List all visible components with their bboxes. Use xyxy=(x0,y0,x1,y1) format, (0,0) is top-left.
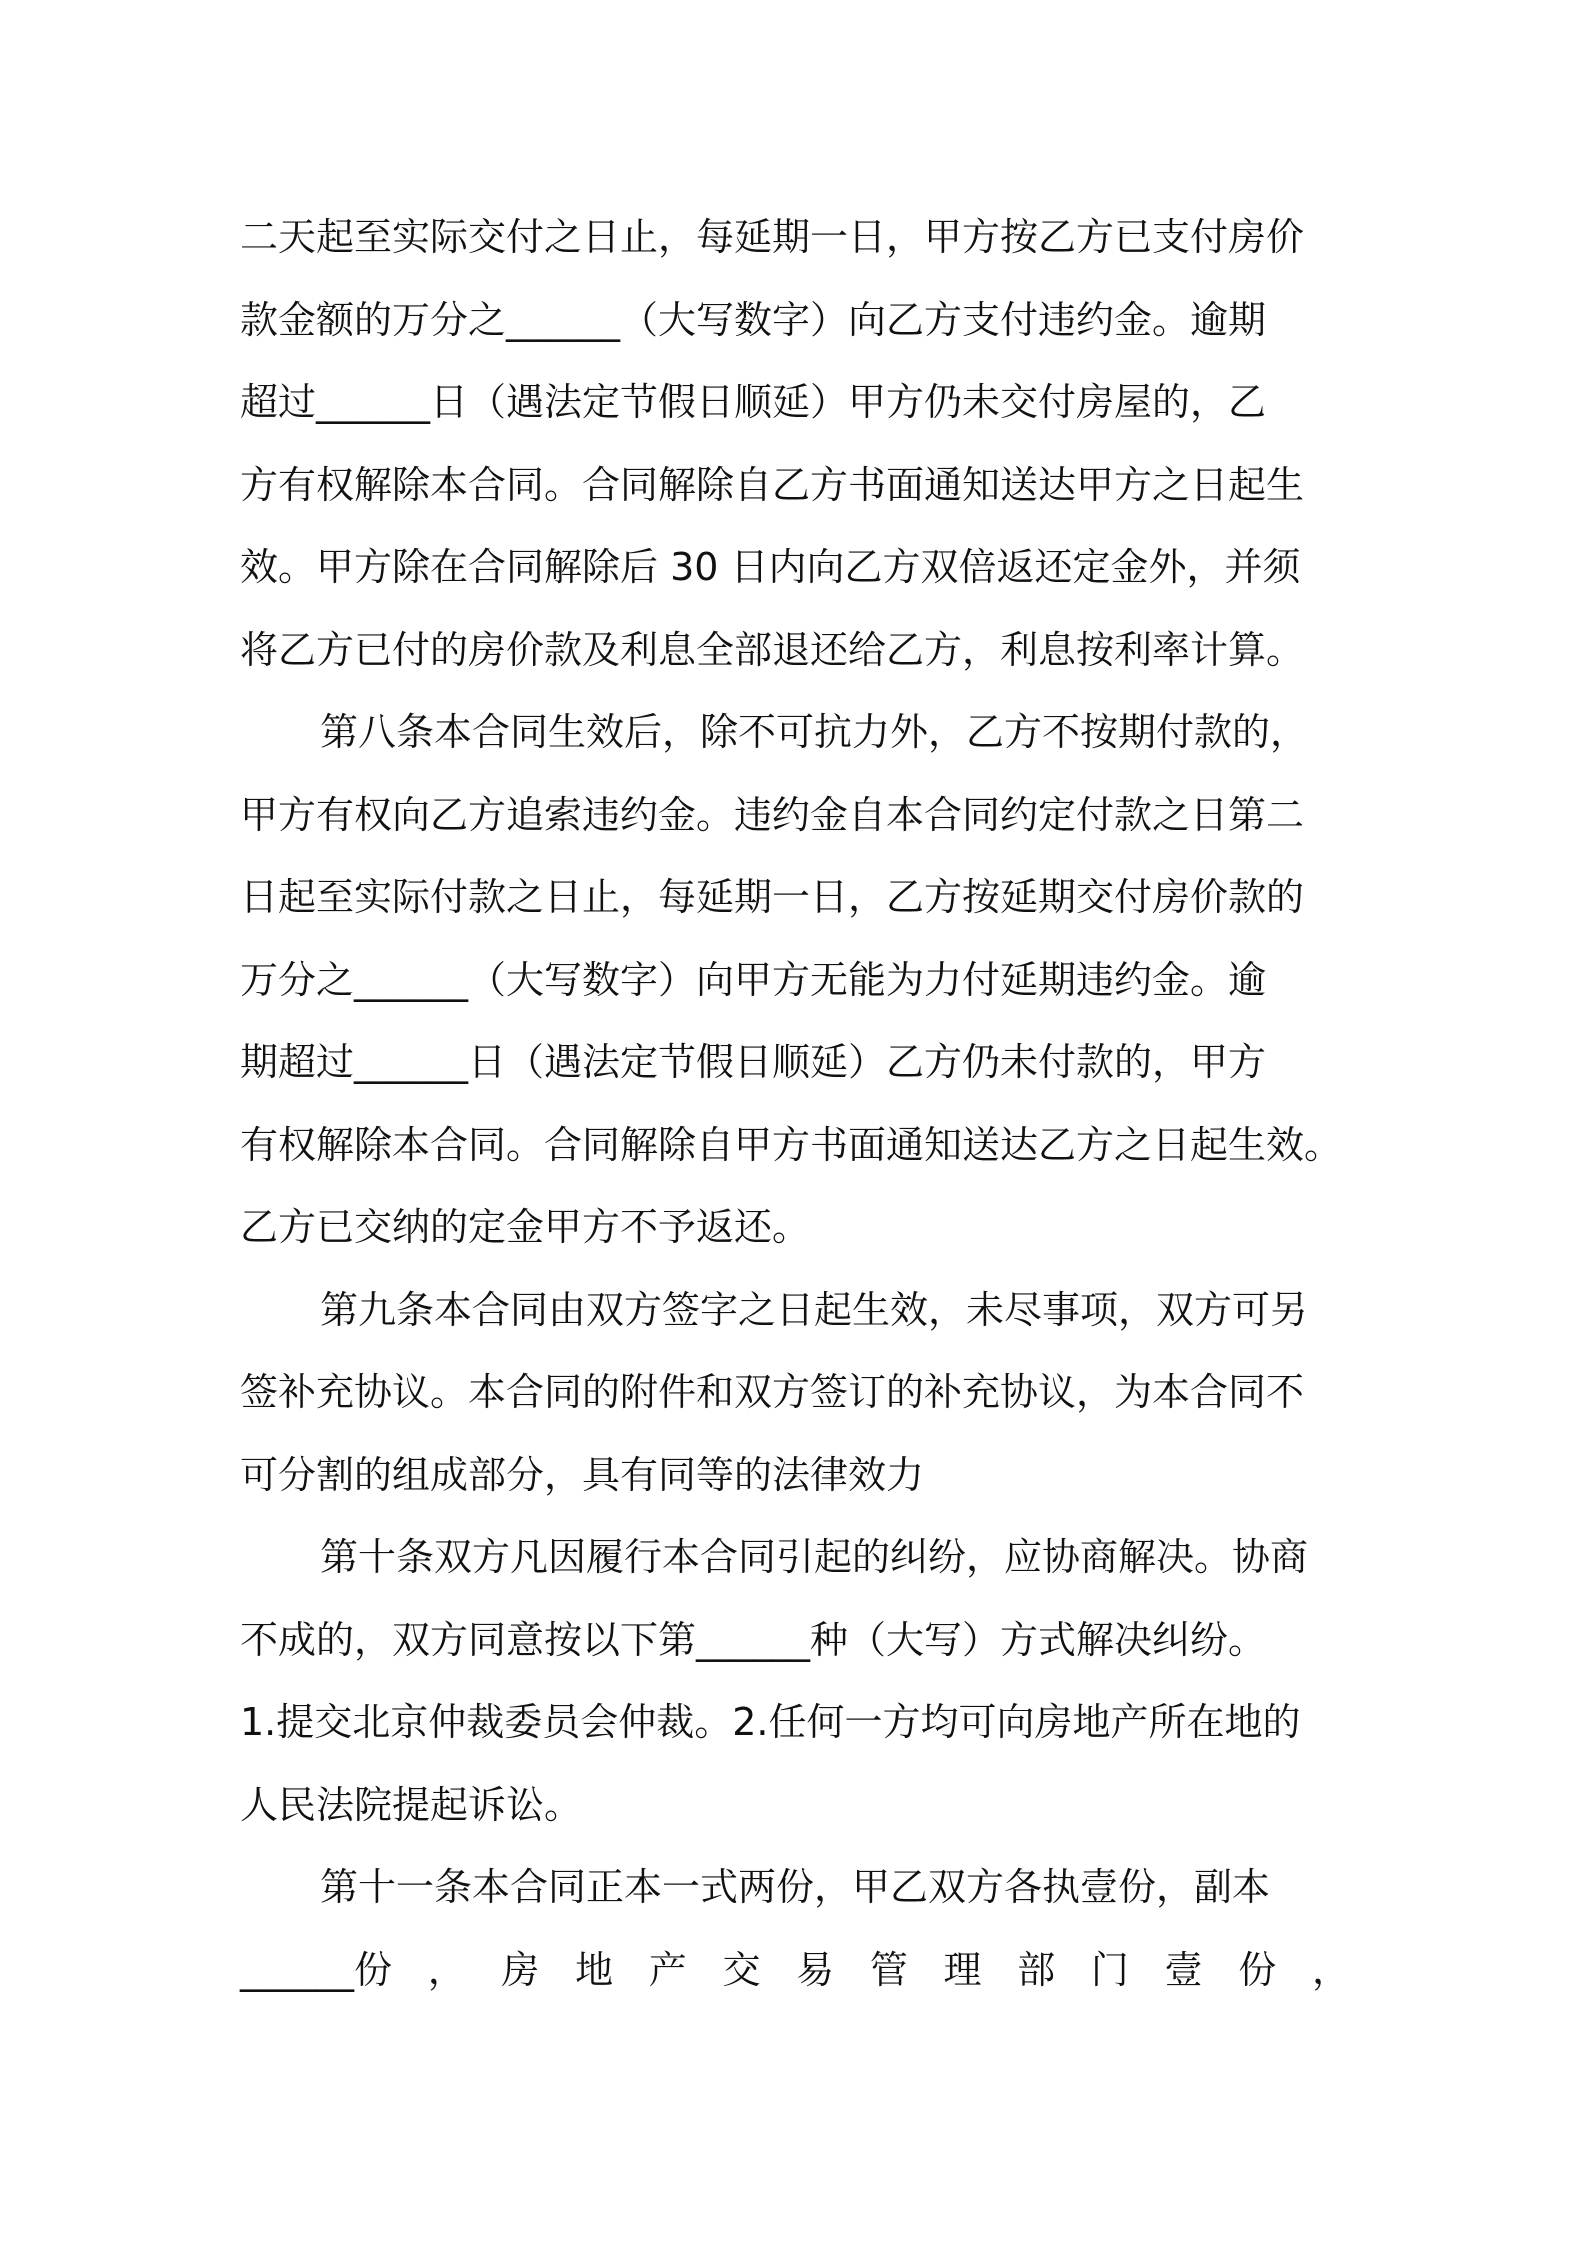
article-9-start: 第九条本合同由双方签字之日起生效，未尽事项，双方可另 xyxy=(320,1287,1309,1332)
text-line: 有权解除本合同。合同解除自甲方书面通知送达乙方之日起生效。 xyxy=(240,1122,1343,1167)
text-line: 超过______日（遇法定节假日顺延）甲方仍未交付房屋的，乙 xyxy=(240,380,1267,424)
text-segment: 易 xyxy=(796,1947,835,1992)
text-segment: 理 xyxy=(943,1947,982,1992)
text-segment: 壹 xyxy=(1164,1947,1203,1992)
text-line: 万分之______（大写数字）向甲方无能为力付延期违约金。逾 xyxy=(240,957,1267,1002)
text-line: 款金额的万分之______（大写数字）向乙方支付违约金。逾期 xyxy=(240,297,1267,342)
text-line: 乙方已交纳的定金甲方不予返还。 xyxy=(240,1205,811,1249)
text-line: 效。甲方除在合同解除后 30 日内向乙方双倍返还定金外，并须 xyxy=(240,545,1301,589)
text-line: 人民法院提起诉讼。 xyxy=(240,1782,583,1827)
text-line: 将乙方已付的房价款及利息全部退还给乙方，利息按利率计算。 xyxy=(240,627,1305,672)
text-segment: 房 xyxy=(501,1947,540,1992)
text-line: 不成的，双方同意按以下第______种（大写）方式解决纠纷。 xyxy=(240,1617,1267,1662)
text-line: 方有权解除本合同。合同解除自乙方书面通知送达甲方之日起生 xyxy=(240,462,1305,507)
text-segment: 交 xyxy=(722,1947,761,1992)
text-segment: 份 xyxy=(1238,1947,1277,1992)
text-segment: ， xyxy=(1311,1947,1350,1992)
text-line: 签补充协议。本合同的附件和双方签订的补充协议，为本合同不 xyxy=(240,1370,1305,1414)
text-segment: 地 xyxy=(575,1947,614,1992)
text-line: 期超过______日（遇法定节假日顺延）乙方仍未付款的，甲方 xyxy=(240,1040,1267,1084)
text-segment: ， xyxy=(427,1947,466,1992)
text-segment: 部 xyxy=(1017,1947,1056,1992)
article-10-start: 第十条双方凡因履行本合同引起的纠纷，应协商解决。协商 xyxy=(320,1535,1309,1579)
text-line: 二天起至实际交付之日止，每延期一日，甲方按乙方已支付房价 xyxy=(240,215,1305,259)
contract-text xyxy=(240,196,1360,2011)
text-segment: 门 xyxy=(1090,1947,1129,1992)
text-segment: 产 xyxy=(648,1947,687,1992)
article-8-start: 第八条本合同生效后，除不可抗力外，乙方不按期付款的， xyxy=(320,710,1309,754)
text-line: 甲方有权向乙方追索违约金。违约金自本合同约定付款之日第二 xyxy=(240,792,1305,837)
text-line: 可分割的组成部分，具有同等的法律效力 xyxy=(240,1452,925,1497)
text-segment: 管 xyxy=(869,1947,908,1992)
justified-last-line xyxy=(240,1929,1350,2012)
article-11-start: 第十一条本合同正本一式两份，甲乙双方各执壹份，副本 xyxy=(320,1865,1271,1909)
text-line: 1.提交北京仲裁委员会仲裁。2.任何一方均可向房地产所在地的 xyxy=(240,1700,1301,1744)
text-line: 日起至实际付款之日止，每延期一日，乙方按延期交付房价款的 xyxy=(240,875,1305,919)
text-segment: ______份 xyxy=(240,1947,393,1992)
